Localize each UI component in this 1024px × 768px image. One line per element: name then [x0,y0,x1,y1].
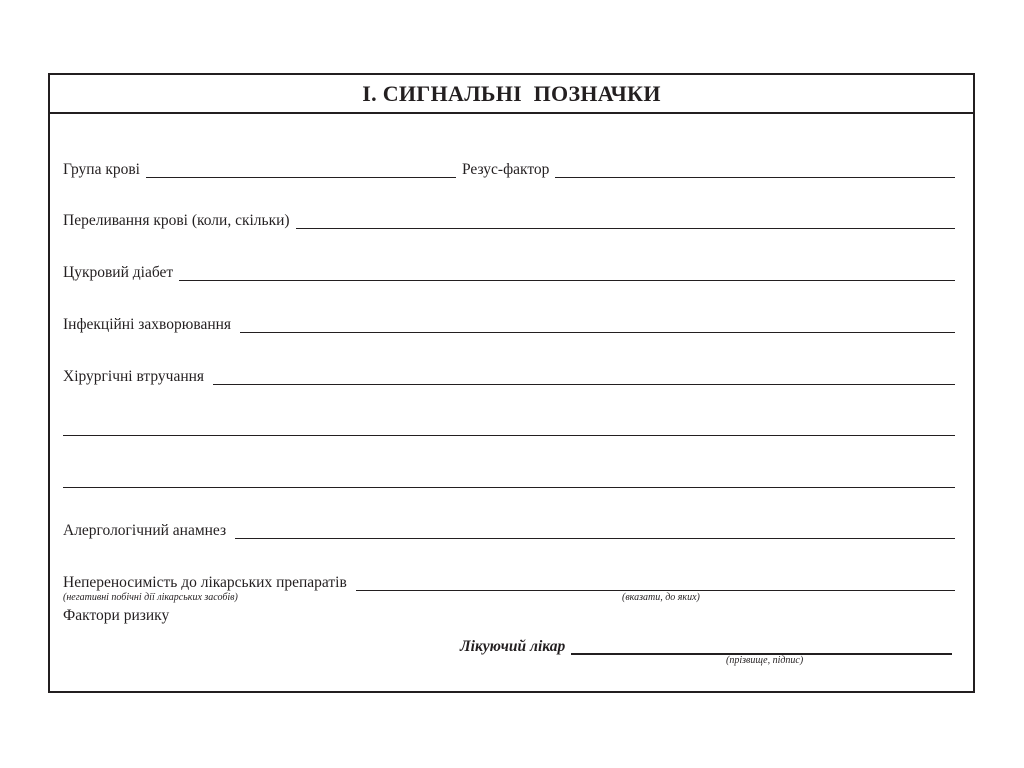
intolerance-hint: (вказати, до яких) [622,592,700,603]
surgery-field[interactable] [213,384,955,385]
allergy-label: Алергологічний анамнез [63,521,227,539]
transfusion-label: Переливання крові (коли, скільки) [63,211,290,229]
blood-group-row [63,157,955,181]
risk-factors-label: Фактори ризику [63,607,170,624]
blank-line-row-2 [63,467,955,491]
rh-factor-label: Резус-фактор [462,160,550,178]
form-title: І. СИГНАЛЬНІ ПОЗНАЧКИ [362,80,661,106]
doctor-label: Лікуючий лікар [460,637,566,655]
infectious-row [63,312,955,336]
intolerance-label: Непереносимість до лікарських препаратів [63,573,347,591]
allergy-row [63,518,955,542]
blood-group-field[interactable] [146,177,456,178]
surgery-field-continuation-2[interactable] [63,487,955,488]
doctor-row [460,634,952,658]
transfusion-row [63,208,955,232]
infectious-field[interactable] [240,332,955,333]
title-bar [50,75,973,114]
transfusion-field[interactable] [296,228,955,229]
intolerance-field[interactable] [356,590,955,591]
intolerance-note: (негативні побічні дії лікарських засобів) [63,592,238,603]
allergy-field[interactable] [235,538,955,539]
surgery-row [63,364,955,388]
blood-group-label: Група крові [63,160,140,178]
doctor-hint: (прізвище, підпис) [726,655,804,666]
signal-marks-form [48,73,975,693]
surgery-field-continuation-1[interactable] [63,435,955,436]
diabetes-row [63,260,955,284]
infectious-label: Інфекційні захворювання [63,315,232,333]
rh-factor-field[interactable] [555,177,955,178]
diabetes-field[interactable] [179,280,955,281]
diabetes-label: Цукровий діабет [63,263,174,281]
intolerance-row [63,570,955,594]
blank-line-row-1 [63,415,955,439]
surgery-label: Хірургічні втручання [63,367,205,385]
